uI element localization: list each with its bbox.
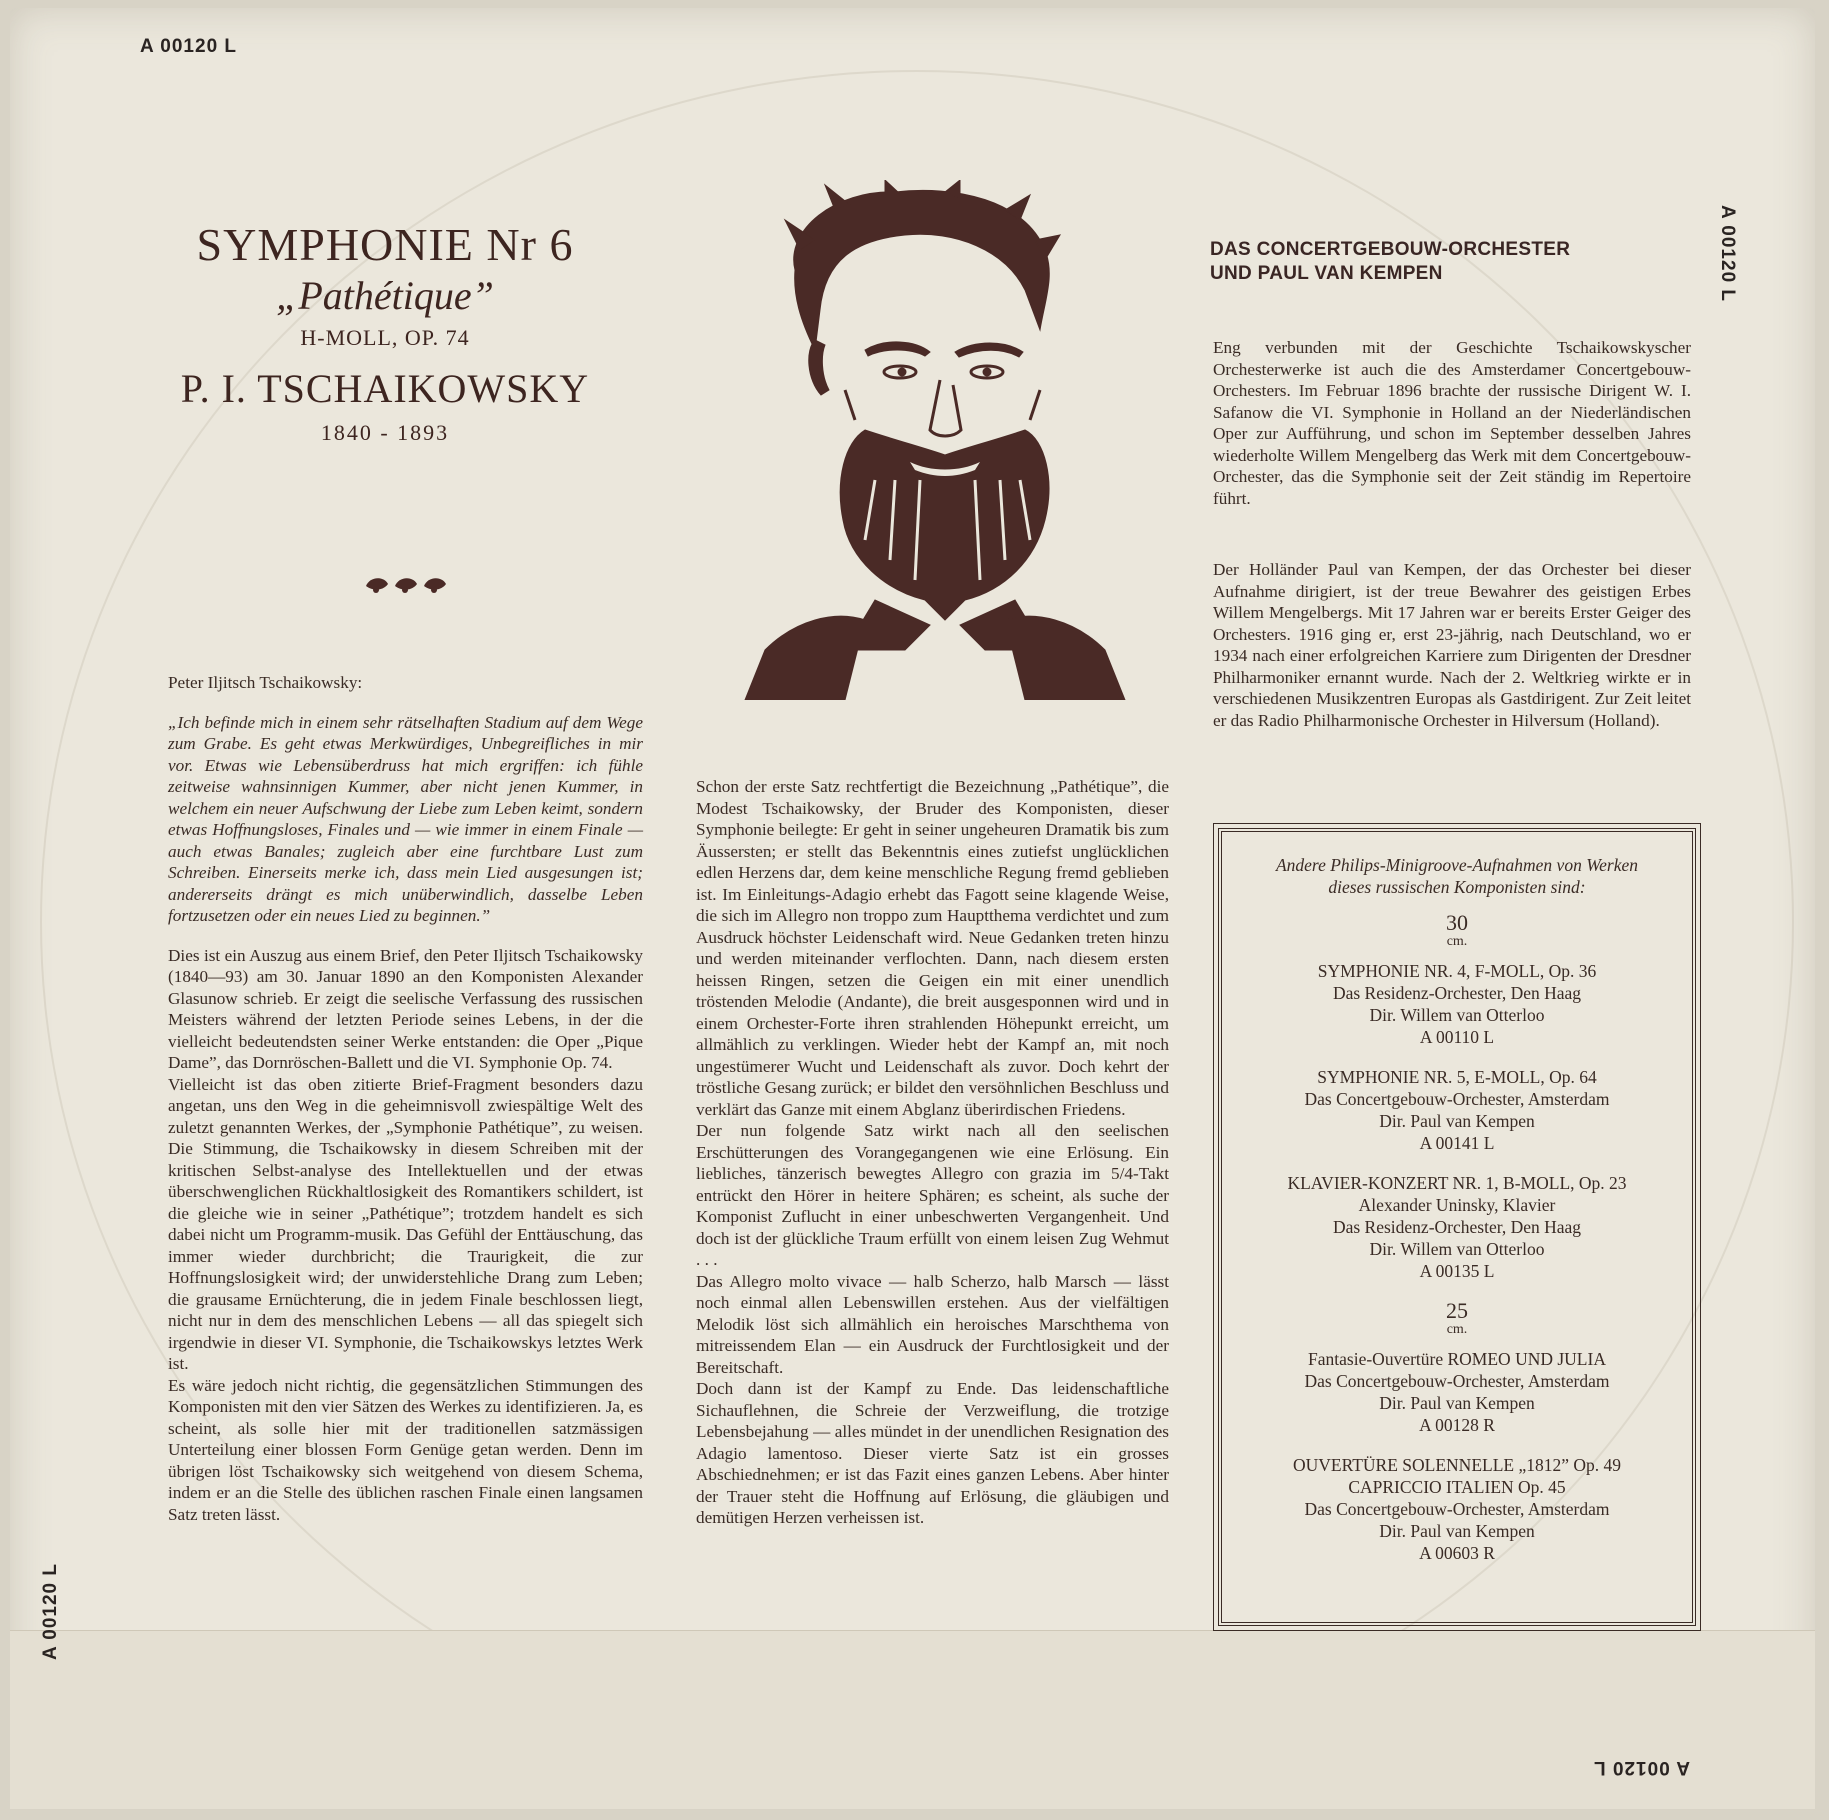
composer-name: P. I. TSCHAIKOWSKY bbox=[180, 366, 590, 411]
recording-entry bbox=[1234, 960, 1680, 1048]
box-intro bbox=[1240, 854, 1674, 898]
three-leaf-ornament-icon bbox=[364, 574, 450, 596]
catalog-number-bottom: A 00120 L bbox=[1592, 1757, 1690, 1778]
recording-line: Dir. Willem van Otterloo bbox=[1369, 1239, 1545, 1259]
recording-line: SYMPHONIE NR. 4, F-MOLL, Op. 36 bbox=[1317, 961, 1597, 981]
recording-line: Dir. Paul van Kempen bbox=[1379, 1111, 1535, 1131]
left-paragraph-1: Dies ist ein Auszug aus einem Brief, den Peter Iljitsch Tschaikowsky (1840—93) am 30. Januar 1890 an den Komponisten Alexander Glasunow schrieb. Er zeigt die seelische Verfassung des russischen Meisters während der letzten Periode seines Lebens, in der die vielleicht bedeutendsten seiner Werke entstanden: die Oper „Pique Dame”, das Dornröschen-Ballett und die VI. Symphonie Op. 74. bbox=[168, 945, 643, 1072]
recording-line: A 00135 L bbox=[1419, 1261, 1495, 1281]
box-intro-line-2: dieses russischen Komponisten sind: bbox=[1328, 877, 1586, 897]
left-text-column bbox=[168, 672, 643, 1525]
sleeve-bottom-flap bbox=[10, 1630, 1815, 1809]
recording-line: A 00603 R bbox=[1419, 1543, 1495, 1563]
recording-line: Das Concertgebouw-Orchester, Amsterdam bbox=[1304, 1089, 1610, 1109]
symphony-subtitle: „Pathétique” bbox=[276, 273, 494, 318]
symphony-title: SYMPHONIE Nr 6 bbox=[196, 219, 574, 270]
box-intro-line-1: Andere Philips-Minigroove-Aufnahmen von Werken bbox=[1275, 855, 1639, 875]
orchestra-heading-line-1: DAS CONCERTGEBOUW-ORCHESTER bbox=[1210, 239, 1571, 260]
recording-line: Alexander Uninsky, Klavier bbox=[1358, 1195, 1556, 1215]
middle-paragraph-1: Schon der erste Satz rechtfertigt die Bezeichnung „Pathétique”, die Modest Tschaikowsky, der Bruder des Komponisten, dieser Symphonie beilegte: Er geht in seiner ungeheuren Dramatik bis zum Äussersten; er stellt das Bekenntnis eines zutiefst unglücklichen edlen Herzens dar, dem keine menschliche Regung fremd geblieben ist. Im Einleitungs-Adagio erhebt das Fagott seine klagende Weise, die sich im Allegro non troppo zum Hauptthema verdichtet und zum Ausdruck höchster Leidenschaft wird. Neue Gedanken treten hinzu und werden miteinander verflochten. Dann, nach diesem ersten heissen Ringen, setzen die Geigen ein mit einer unendlich tröstenden Melodie (Andante), die breit ausgesponnen wird und in einem Orchester-Forte ihren strahlenden Höhepunkt erreicht, um allmählich zu verklingen. Wieder hebt der Kampf an, mit noch ungestümerer Wucht und Leidenschaft als zuvor. Doch kehrt der tröstliche Gesang zurück; er bildet den versöhnlichen Beschluss und verklärt das Ganze mit einem Abglanz überirdischen Friedens. bbox=[696, 777, 1169, 1119]
recording-line: Das Concertgebouw-Orchester, Amsterdam bbox=[1304, 1371, 1610, 1391]
recording-entry bbox=[1234, 1172, 1680, 1282]
recording-line: Dir. Willem van Otterloo bbox=[1369, 1005, 1545, 1025]
left-paragraph-3: Es wäre jedoch nicht richtig, die gegensätzlichen Stimmungen des Komponisten mit den vier Sätzen des Werkes zu identifizieren. Ja, es scheint, als solle hier mit der traditionellen satzmässigen Unterteilung einer blossen Form Genüge getan werden. Denn im übrigen löst Tschaikowsky sich weitgehend von diesem Schema, indem er an die Stelle des üblichen raschen Finale einen langsamen Satz treten lässt. bbox=[168, 1375, 643, 1524]
record-size-unit: cm. bbox=[1446, 1322, 1468, 1337]
right-text-column bbox=[1213, 337, 1691, 731]
symphony-key: H-MOLL, OP. 74 bbox=[300, 325, 470, 350]
record-size-unit: cm. bbox=[1446, 934, 1468, 949]
left-paragraph-2: Vielleicht ist das oben zitierte Brief-Fragment besonders dazu angetan, uns den Weg in die geheimnisvoll zwiespältige Welt des zuletzt genannten Werkes, der „Symphonie Pathétique”, zu weisen. Die Stimmung, die Tschaikowsky in diesem Schreiben mit der kritischen Selbst-analyse des Intellektuellen und der etwas überschwenglichen Rückhaltlosigkeit des Romantikers schildert, ist die gleiche wie in seiner „Pathétique”; trotzdem handelt es sich dabei nicht um Programm-musik. Das Gefühl der Enttäuschung, das immer wieder durchbricht; die Traurigkeit, die zur Hoffnungslosigkeit wird; der unwiderstehliche Drang zum Leben; die grausame Ernüchterung, die in jedem Finale beschlossen liegt, nicht nur in dem des menschlichen Lebens — all das spiegelt sich irgendwie in dieser VI. Symphonie, die Tschaikowskys letztes Werk ist. bbox=[168, 1074, 643, 1373]
recording-entry bbox=[1234, 1348, 1680, 1436]
title-block bbox=[150, 218, 620, 448]
recording-groups bbox=[1222, 912, 1692, 1564]
recording-line: Fantasie-Ouvertüre ROMEO UND JULIA bbox=[1308, 1349, 1606, 1369]
orchestra-heading bbox=[1210, 238, 1690, 286]
orchestra-heading-line-2: UND PAUL VAN KEMPEN bbox=[1210, 263, 1443, 284]
record-size: 25 bbox=[1446, 1298, 1468, 1323]
catalog-number-right: A 00120 L bbox=[1717, 205, 1738, 303]
recording-line: SYMPHONIE NR. 5, E-MOLL, Op. 64 bbox=[1317, 1067, 1597, 1087]
right-paragraph-1: Eng verbunden mit der Geschichte Tschaikowskyscher Orchesterwerke ist auch die des Amsterdamer Concertgebouw-Orchesters. Im Februar 1896 brachte der russische Dirigent W. I. Safanow die VI. Symphonie in Holland an der Niederländischen Oper zur Aufführung, und schon im September desselben Jahres wiederholte Willem Mengelberg das Werk mit dem Concertgebouw-Orchester, das die Symphonie seit der Zeit ständig im Repertoire führt. bbox=[1213, 338, 1691, 508]
recording-entry bbox=[1234, 1454, 1680, 1564]
recording-line: A 00128 R bbox=[1419, 1415, 1495, 1435]
composer-years: 1840 - 1893 bbox=[320, 420, 450, 445]
middle-paragraph-4: Doch dann ist der Kampf zu Ende. Das leidenschaftliche Sichauflehnen, die Schreie der Verzweiflung, die trotzige Lebensbejahung — alles mündet in der unendlichen Resignation des Adagio lamentoso. Dieser vierte Satz ist ein grosses Abschiednehmen; er ist das Fazit eines ganzen Lebens. Aber hinter der Trauer steht die Hoffnung auf Erlösung, die gläubigen und demütigen Herzen verheissen ist. bbox=[696, 1379, 1169, 1527]
right-paragraph-2: Der Holländer Paul van Kempen, der das Orchester bei dieser Aufnahme dirigiert, ist der treue Bewahrer des geistigen Erbes Willem Mengelbergs. Mit 17 Jahren war er bereits Erster Geiger des Orchesters. 1916 ging er, erst 23-jährig, nach Deutschland, wo er 1934 nach einer erfolgreichen Karriere zum Dirigenten der Dresdner Philharmoniker ernannt wurde. Nach der 2. Weltkrieg wirkte er in verschiedenen Musikzentren Europas als Gastdirigent. Zur Zeit leitet er das Radio Philharmonische Orchester in Hilversum (Holland). bbox=[1213, 560, 1691, 730]
composer-quote: „Ich befinde mich in einem sehr rätselhaften Stadium auf dem Wege zum Grabe. Es geht etwas Merkwürdiges, Unbegreifliches in mir vor. Etwas wie Lebensüberdruss hat mich ergriffen: ich fühle zeitweise wahnsinnigen Kummer, aber nicht jenen Kummer, in welchem ein neuer Aufschwung der Liebe zum Leben keimt, sondern etwas Hoffnungsloses, Finales und — wie immer in einem Finale — auch etwas Banales; zugleich aber eine furchtbare Lust zum Schreiben. Einerseits merke ich, dass mein Lied ausgesungen ist; andererseits drängt es mich unüberwindlich, dasselbe Leben fortzusetzen oder ein neues Lied zu beginnen.” bbox=[168, 712, 643, 925]
quote-intro: Peter Iljitsch Tschaikowsky: bbox=[168, 673, 363, 692]
catalog-number-left: A 00120 L bbox=[40, 1562, 61, 1660]
record-size: 30 bbox=[1446, 910, 1468, 935]
recording-line: OUVERTÜRE SOLENNELLE „1812” Op. 49 bbox=[1293, 1455, 1621, 1475]
recording-line: Das Residenz-Orchester, Den Haag bbox=[1332, 983, 1582, 1003]
middle-text-column bbox=[696, 776, 1169, 1529]
recording-line: Dir. Paul van Kempen bbox=[1379, 1521, 1535, 1541]
middle-paragraph-3: Das Allegro molto vivace — halb Scherzo, halb Marsch — lässt noch einmal allen Lebenswillen erstehen. Aus der vielfältigen Melodik löst sich allmählich ein heroisches Marschthema von mitreissendem Elan — ein Ausdruck der Furchtlosigkeit und der Bereitschaft. bbox=[696, 1271, 1169, 1377]
recording-line: Dir. Paul van Kempen bbox=[1379, 1393, 1535, 1413]
catalog-number-top: A 00120 L bbox=[140, 36, 238, 57]
recording-line: A 00141 L bbox=[1419, 1133, 1495, 1153]
recording-line: Das Concertgebouw-Orchester, Amsterdam bbox=[1304, 1499, 1610, 1519]
recording-line: Das Residenz-Orchester, Den Haag bbox=[1332, 1217, 1582, 1237]
recording-line: KLAVIER-KONZERT NR. 1, B-MOLL, Op. 23 bbox=[1287, 1173, 1627, 1193]
middle-paragraph-2: Der nun folgende Satz wirkt nach all den seelischen Erschütterungen des Vorangegangenen wie eine Erlösung. Ein liebliches, tänzerisch bewegtes Allegro con grazia im 5/4-Takt entrückt den Hörer in heitere Sphären; es scheint, als suche der Komponist Zuflucht in einer unbeschwerten Vergangenheit. Und doch ist der glückliche Traum erfüllt von einem leisen Zug Wehmut . . . bbox=[696, 1121, 1169, 1269]
recording-entry bbox=[1234, 1066, 1680, 1154]
composer-portrait-icon bbox=[725, 180, 1145, 700]
recording-line: CAPRICCIO ITALIEN Op. 45 bbox=[1348, 1477, 1566, 1497]
other-recordings-box bbox=[1218, 828, 1696, 1626]
recording-line: A 00110 L bbox=[1419, 1027, 1495, 1047]
